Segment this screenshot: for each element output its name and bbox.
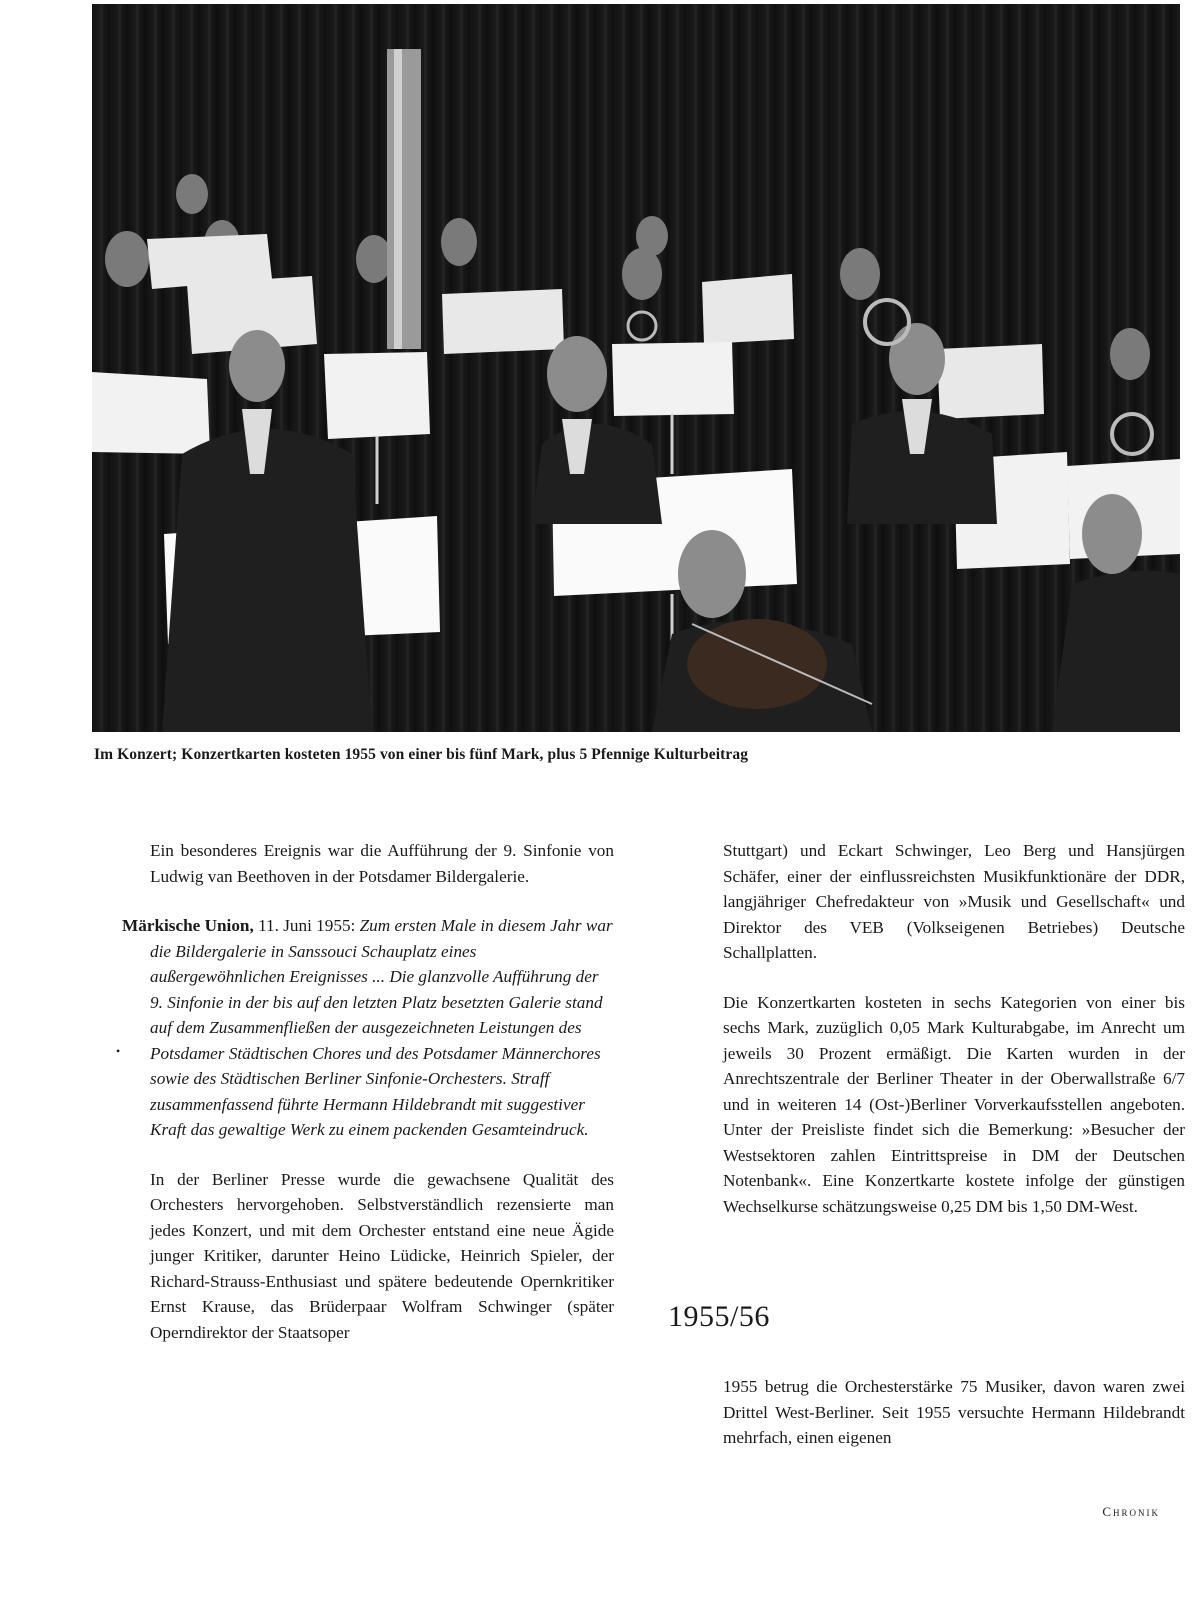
- footer-section-label: Chronik: [1102, 1504, 1160, 1519]
- margin-mark: •: [116, 1044, 121, 1058]
- right-column: [723, 838, 1185, 1219]
- quote-date: 11. Juni 1955:: [253, 916, 360, 935]
- orchestra-photo: [92, 4, 1180, 732]
- year-heading: 1955/56: [668, 1300, 770, 1333]
- right-column-lower: [723, 1374, 1185, 1451]
- press-quote: [122, 913, 614, 1143]
- paragraph-orchestra-size: 1955 betrug die Orchesterstärke 75 Musiker, davon waren zwei Drittel West-Berliner. Seit 1955 versuchte Hermann Hildebrandt mehrfach, einen eigenen: [723, 1377, 1185, 1447]
- orchestra-photo-illustration: [92, 4, 1180, 732]
- photo-caption: Im Konzert; Konzertkarten kosteten 1955 von einer bis fünf Mark, plus 5 Pfennige Kulturbeitrag: [94, 746, 749, 763]
- quote-text: Zum ersten Male in diesem Jahr war die Bildergalerie in Sanssouci Schauplatz eines außergewöhnlichen Ereignisses ... Die glanzvolle Aufführung der 9. Sinfonie in der bis auf den letzten Platz besetzten Galerie stand auf dem Zusammenfließen der ausgezeichneten Leistungen des Potsdamer Städtischen Chores und des Potsdamer Männerchores sowie des Städtischen Berliner Sinfonie-Orchesters. Straff zusammenfassend führte Hermann Hildebrandt mit suggestiver Kraft das gewaltige Werk zu einem packenden Gesamteindruck.: [150, 916, 613, 1139]
- paragraph-critics: Stuttgart) und Eckart Schwinger, Leo Berg und Hansjürgen Schäfer, einer der einflussreichsten Musikfunktionäre der DDR, langjähriger Chefredakteur von »Musik und Gesellschaft« und Direktor des VEB (Volkseigenen Betriebes) Deutsche Schallplatten.: [723, 841, 1185, 962]
- quote-source: Märkische Union,: [122, 916, 254, 935]
- paragraph-intro: Ein besonderes Ereignis war die Aufführung der 9. Sinfonie von Ludwig van Beethoven in der Potsdamer Bildergalerie.: [150, 841, 614, 886]
- paragraph-tickets: Die Konzertkarten kosteten in sechs Kategorien von einer bis sechs Mark, zuzüglich 0,05 Mark Kulturabgabe, im Anrecht um jeweils 30 Prozent ermäßigt. Die Karten wurden in der Anrechtszentrale der Berliner Theater in der Oberwallstraße 6/7 und in weiteren 14 (Ost-)Berliner Vorverkaufsstellen angeboten. Unter der Preisliste findet sich die Bemerkung: »Besucher der Westsektoren zahlen Eintrittspreise in DM der Deutschen Notenbank«. Eine Konzertkarte kostete infolge der günstigen Wechselkurse schätzungsweise 0,25 DM bis 1,50 DM-West.: [723, 992, 1185, 1216]
- paragraph-press: In der Berliner Presse wurde die gewachsene Qualität des Orchesters hervorgehoben. Selbstverständlich rezensierte man jedes Konzert, und mit dem Orchester entstand eine neue Ägide junger Kritiker, darunter Heino Lüdicke, Heinrich Spieler, der Richard-Strauss-Enthusiast und spätere bedeutende Opernkritiker Ernst Krause, das Brüderpaar Wolfram Schwinger (später Operndirektor der Staatsoper: [150, 1169, 614, 1342]
- left-column: [122, 838, 614, 1345]
